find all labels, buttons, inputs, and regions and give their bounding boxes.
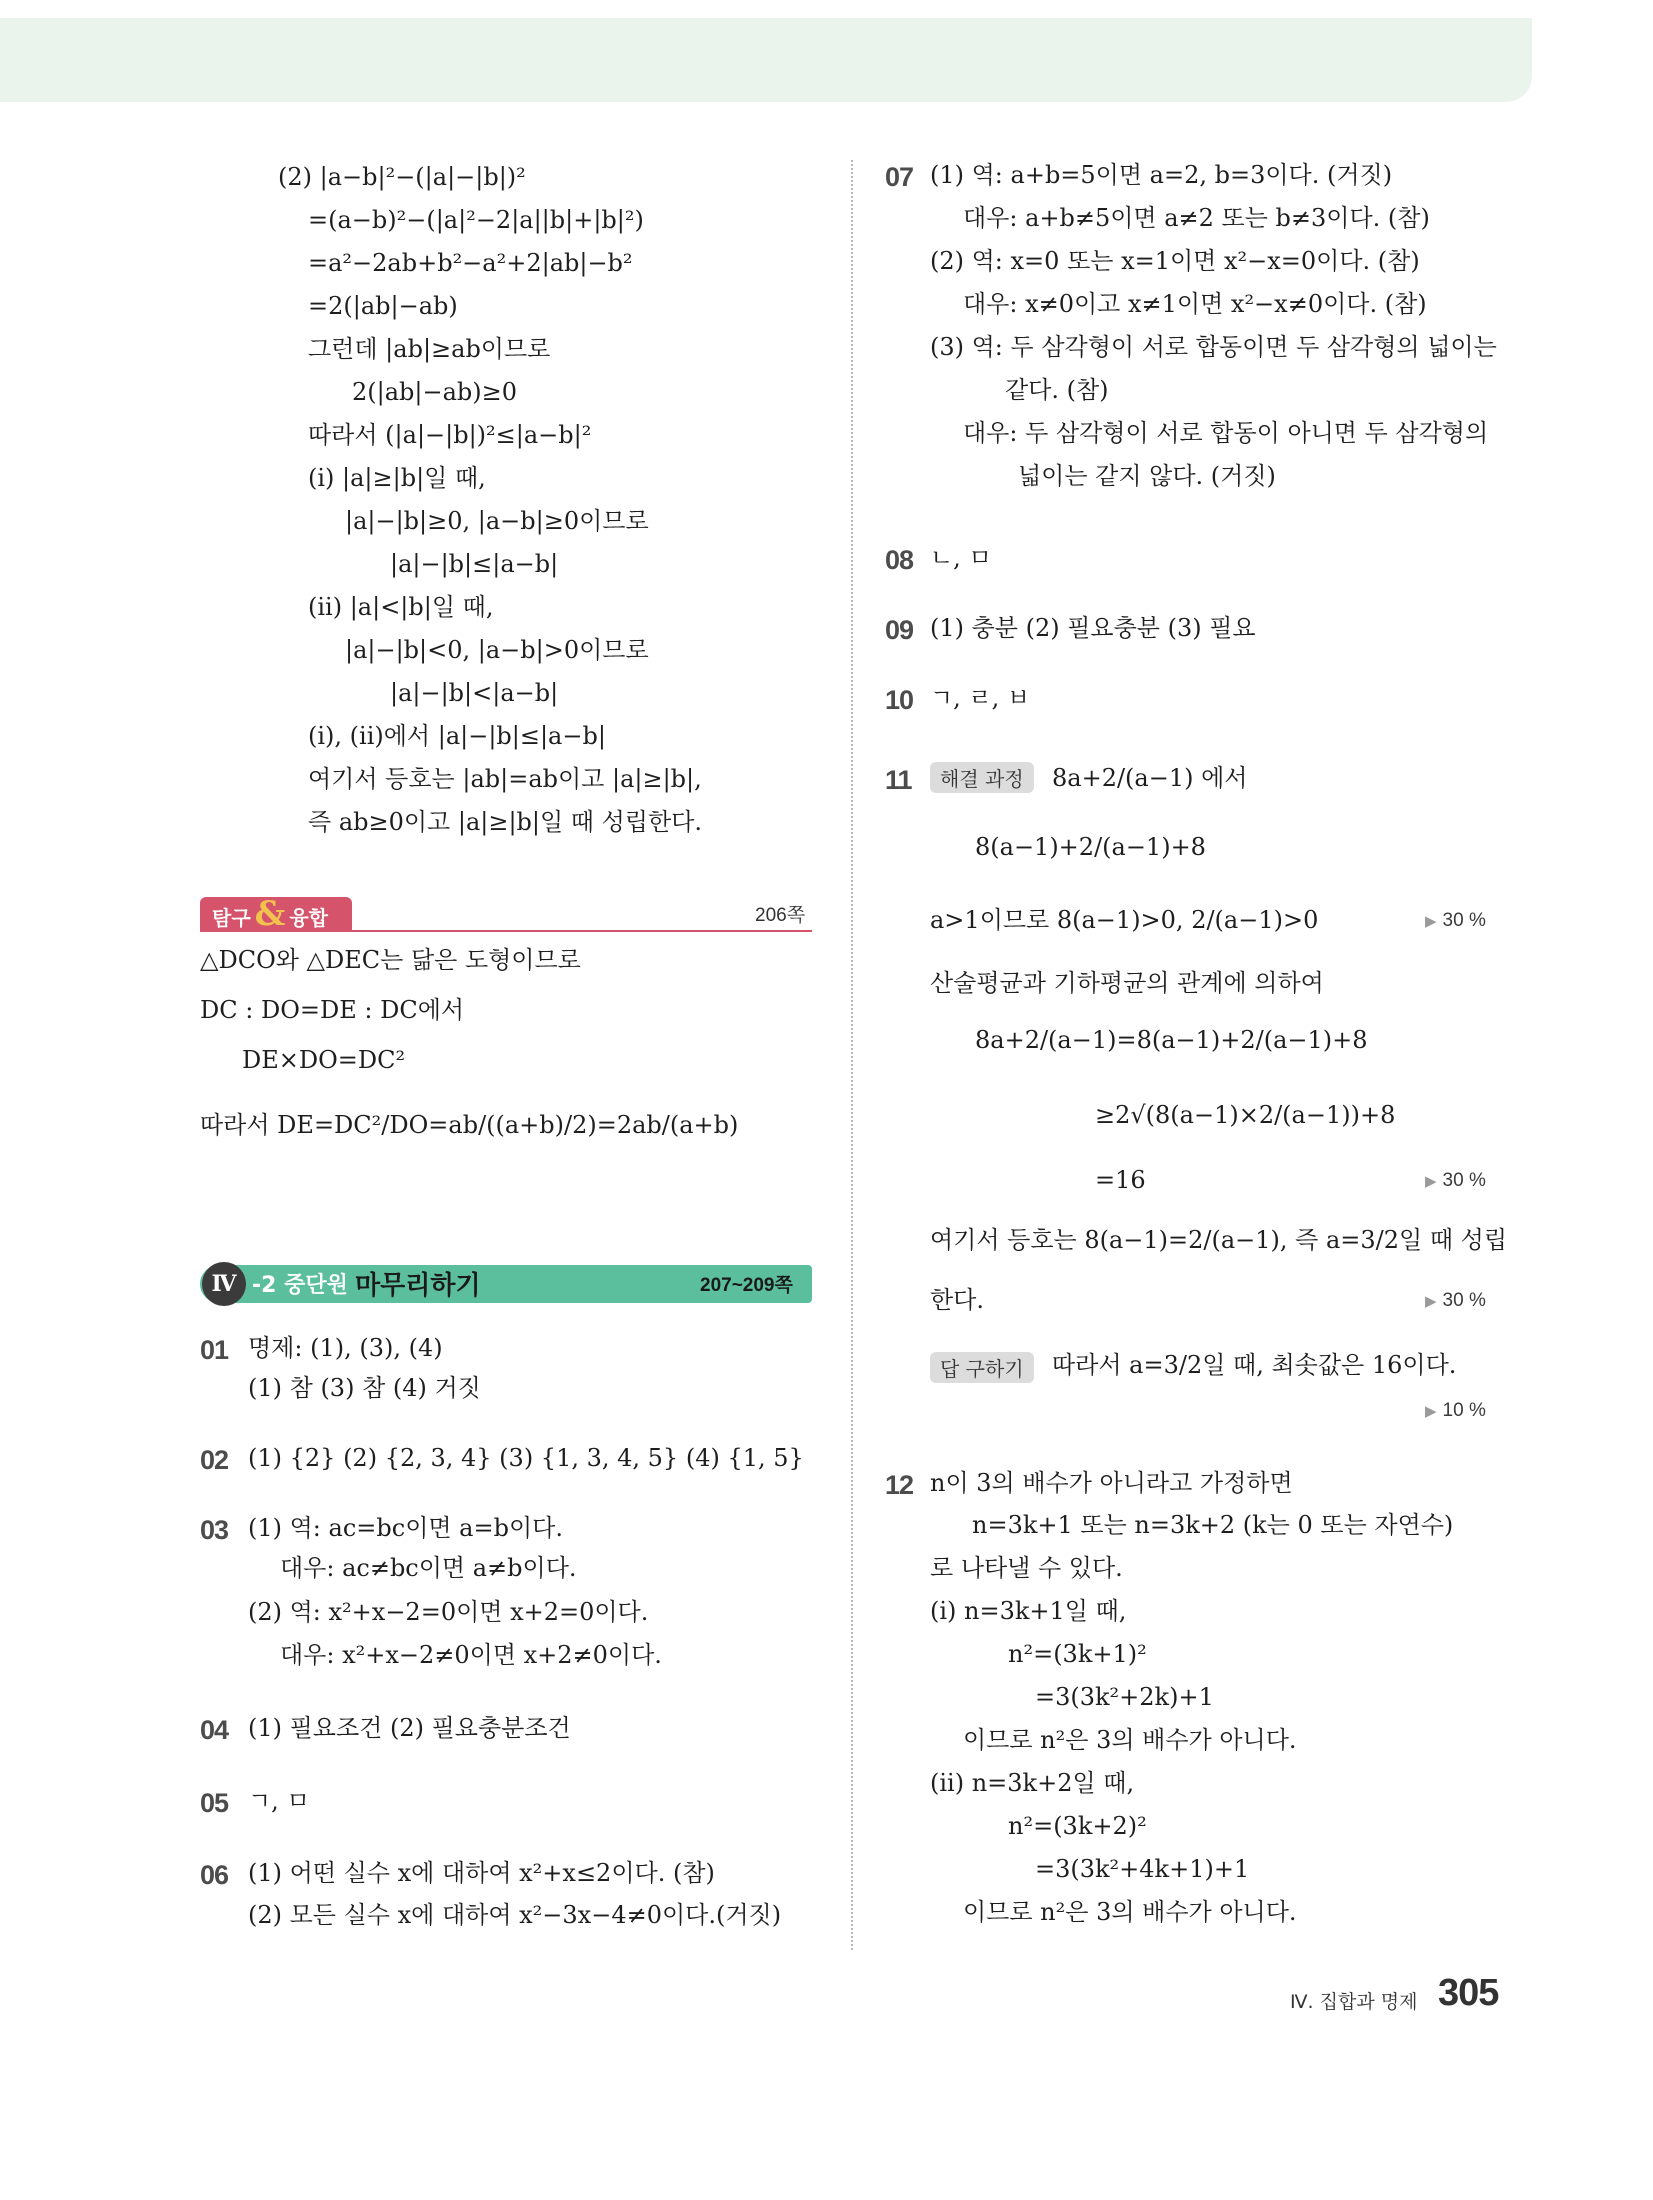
- answer-line: n²=(3k+1)²: [1008, 1640, 1147, 1668]
- answer-finding-tag: 답 구하기: [930, 1352, 1034, 1383]
- answer-line: 8a+2/(a−1) 에서: [1052, 764, 1248, 792]
- answer-number: 04: [200, 1715, 229, 1745]
- footer-chapter: Ⅳ. 집합과 명제: [1290, 1991, 1418, 2013]
- answer-line: 로 나타낼 수 있다.: [930, 1554, 1123, 1582]
- answer-line: (2) 역: x=0 또는 x=1이면 x²−x=0이다. (참): [930, 247, 1420, 275]
- answer-line: 대우: x≠0이고 x≠1이면 x²−x≠0이다. (참): [963, 290, 1427, 318]
- solution-line: |a|−|b|<0, |a−b|>0이므로: [345, 636, 649, 664]
- tamgu-label-1: 탐구: [212, 906, 251, 930]
- answer-line: 따라서 a=3/2일 때, 최솟값은 16이다.: [1052, 1351, 1457, 1379]
- score-percent: ▶ 30 %: [1425, 910, 1486, 931]
- answer-line: 한다.: [930, 1286, 984, 1314]
- score-percent: ▶ 30 %: [1425, 1290, 1486, 1311]
- tamgu-page-ref: 206쪽: [755, 905, 806, 926]
- answer-line: 대우: a+b≠5이면 a≠2 또는 b≠3이다. (참): [963, 204, 1430, 232]
- ampersand: &: [254, 894, 286, 934]
- solution-line: |a|−|b|≤|a−b|: [390, 550, 559, 578]
- tamgu-label-2: 융합: [289, 906, 328, 930]
- solution-line: =(a−b)²−(|a|²−2|a||b|+|b|²): [308, 206, 644, 234]
- unit-roman-badge: Ⅳ: [202, 1262, 246, 1306]
- answer-line: (1) 역: ac=bc이면 a=b이다.: [248, 1514, 563, 1542]
- top-header-band: [0, 18, 1532, 102]
- answer-number: 06: [200, 1860, 229, 1890]
- answer-line: (ii) n=3k+2일 때,: [930, 1769, 1135, 1797]
- answer-line: n=3k+1 또는 n=3k+2 (k는 0 또는 자연수): [972, 1511, 1454, 1539]
- answer-line: 명제: (1), (3), (4): [248, 1334, 443, 1362]
- solution-line: |a|−|b|<|a−b|: [390, 679, 559, 707]
- solution-line: =a²−2ab+b²−a²+2|ab|−b²: [308, 249, 633, 277]
- answer-number: 05: [200, 1788, 229, 1818]
- answer-line: ㄱ, ㅁ: [248, 1787, 310, 1815]
- solution-line: =2(|ab|−ab): [308, 292, 458, 320]
- answer-line: a>1이므로 8(a−1)>0, 2/(a−1)>0: [930, 906, 1319, 934]
- answer-line: (1) 참 (3) 참 (4) 거짓: [248, 1374, 481, 1402]
- answer-line: (3) 역: 두 삼각형이 서로 합동이면 두 삼각형의 넓이는: [930, 333, 1497, 361]
- tamgu-line: △DCO와 △DEC는 닮은 도형이므로: [200, 946, 581, 974]
- answer-line: (2) 역: x²+x−2=0이면 x+2=0이다.: [248, 1598, 649, 1626]
- answer-line: (1) {2} (2) {2, 3, 4} (3) {1, 3, 4, 5} (4) {1, 5}: [248, 1444, 804, 1472]
- answer-line: 이므로 n²은 3의 배수가 아니다.: [963, 1898, 1297, 1926]
- answer-number: 11: [885, 765, 912, 795]
- solution-line: (2) |a−b|²−(|a|−|b|)²: [278, 163, 526, 191]
- column-divider: [851, 160, 853, 1950]
- answer-line: 8a+2/(a−1)=8(a−1)+2/(a−1)+8: [975, 1026, 1368, 1054]
- answer-line: 대우: ac≠bc이면 a≠b이다.: [280, 1554, 577, 1582]
- answer-number: 02: [200, 1445, 229, 1475]
- answer-number: 07: [885, 162, 914, 192]
- tamgu-label: [200, 894, 352, 934]
- answer-number: 12: [885, 1470, 914, 1500]
- score-percent: ▶ 10 %: [1425, 1400, 1486, 1421]
- tamgu-line: 따라서 DE=DC²/DO=ab/((a+b)/2)=2ab/(a+b): [200, 1111, 739, 1139]
- tamgu-line: DC : DO=DE : DC에서: [200, 996, 465, 1024]
- answer-line: ㄴ, ㅁ: [930, 544, 992, 572]
- solution-process-tag: 해결 과정: [930, 762, 1034, 793]
- solution-line: (ii) |a|<|b|일 때,: [308, 593, 494, 621]
- answer-line: ㄱ, ㄹ, ㅂ: [930, 684, 1031, 712]
- solution-line: 즉 ab≥0이고 |a|≥|b|일 때 성립한다.: [308, 808, 702, 836]
- answer-line: 대우: x²+x−2≠0이면 x+2≠0이다.: [280, 1641, 662, 1669]
- answer-line: (2) 모든 실수 x에 대하여 x²−3x−4≠0이다.(거짓): [248, 1901, 782, 1929]
- answer-line: 대우: 두 삼각형이 서로 합동이 아니면 두 삼각형의: [963, 419, 1489, 447]
- answer-line: 이므로 n²은 3의 배수가 아니다.: [963, 1726, 1297, 1754]
- solution-line: 2(|ab|−ab)≥0: [352, 378, 517, 406]
- answer-line: 같다. (참): [1005, 376, 1109, 404]
- unit-subtitle: -2 중단원: [252, 1273, 348, 1298]
- solution-line: (i) |a|≥|b|일 때,: [308, 464, 486, 492]
- answer-line: n²=(3k+2)²: [1008, 1812, 1147, 1840]
- answer-number: 08: [885, 545, 914, 575]
- solution-line: |a|−|b|≥0, |a−b|≥0이므로: [345, 507, 649, 535]
- answer-line: 산술평균과 기하평균의 관계에 의하여: [930, 969, 1324, 997]
- answer-line: 8(a−1)+2/(a−1)+8: [975, 833, 1206, 861]
- answer-number: 01: [200, 1335, 229, 1365]
- answer-line: (1) 어떤 실수 x에 대하여 x²+x≤2이다. (참): [248, 1859, 715, 1887]
- answer-line: (1) 역: a+b=5이면 a=2, b=3이다. (거짓): [930, 161, 1393, 189]
- answer-number: 03: [200, 1515, 229, 1545]
- answer-line: 여기서 등호는 8(a−1)=2/(a−1), 즉 a=3/2일 때 성립: [930, 1226, 1508, 1254]
- answer-line: n이 3의 배수가 아니라고 가정하면: [930, 1469, 1293, 1497]
- page-number: 305: [1438, 1972, 1499, 2014]
- solution-line: (i), (ii)에서 |a|−|b|≤|a−b|: [308, 722, 606, 750]
- answer-number: 10: [885, 685, 914, 715]
- answer-line: (1) 필요조건 (2) 필요충분조건: [248, 1714, 571, 1742]
- answer-line: (1) 충분 (2) 필요충분 (3) 필요: [930, 614, 1256, 642]
- unit-title: 마무리하기: [355, 1271, 481, 1301]
- unit-page-ref: 207~209쪽: [700, 1275, 793, 1296]
- score-percent: ▶ 30 %: [1425, 1170, 1486, 1191]
- solution-line: 여기서 등호는 |ab|=ab이고 |a|≥|b|,: [308, 765, 702, 793]
- solution-line: 그런데 |ab|≥ab이므로: [308, 335, 551, 363]
- solution-line: 따라서 (|a|−|b|)²≤|a−b|²: [308, 421, 592, 449]
- answer-line: ≥2√(8(a−1)×2/(a−1))+8: [1095, 1101, 1396, 1129]
- tamgu-line: DE×DO=DC²: [242, 1046, 406, 1074]
- answer-line: =3(3k²+4k+1)+1: [1035, 1855, 1250, 1883]
- tamgu-underline: [200, 930, 812, 932]
- answer-line: =3(3k²+2k)+1: [1035, 1683, 1214, 1711]
- answer-number: 09: [885, 615, 914, 645]
- answer-line: 넓이는 같지 않다. (거짓): [1018, 462, 1276, 490]
- answer-line: =16: [1095, 1166, 1146, 1194]
- answer-line: (i) n=3k+1일 때,: [930, 1597, 1127, 1625]
